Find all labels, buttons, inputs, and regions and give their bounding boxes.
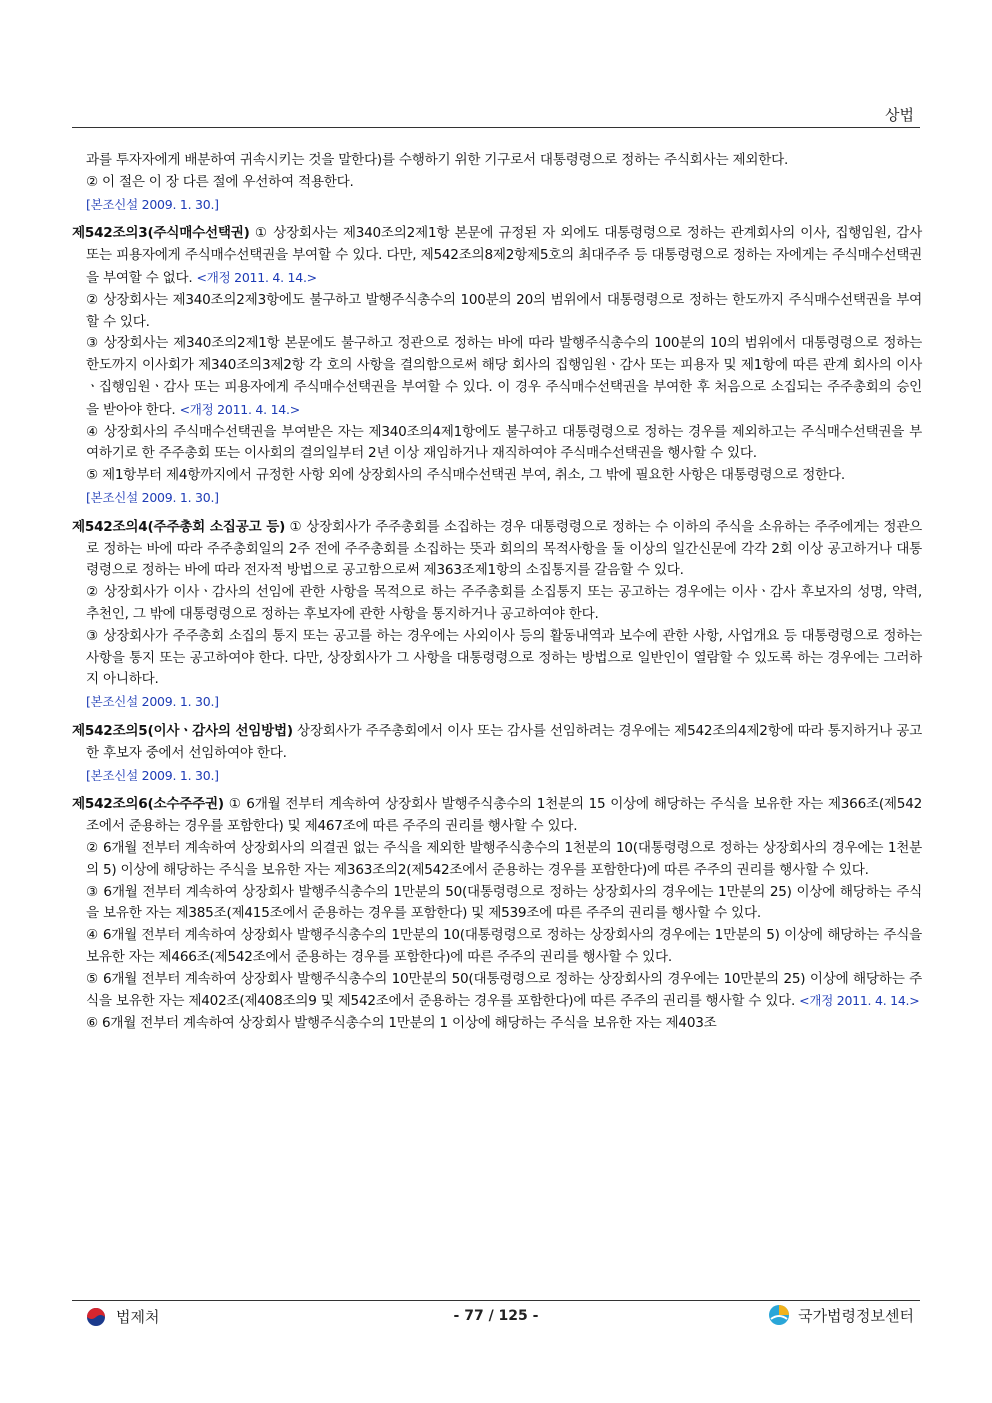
- paragraph: ④ 6개월 전부터 계속하여 상장회사 발행주식총수의 1만분의 10(대통령령으로 정하는 상장회사의 경우에는 1만분의 5) 이상에 해당하는 주식을 보유한 자는 제466조(제542조에서 준용하는 경우를 포함한다)에 따른 주주의 권리를 행사할 수 있다.: [86, 927, 922, 965]
- article-542-3-clause-1: 제542조의3(주식매수선택권) ① 상장회사는 제340조의2제1항 본문에 규정된 자 외에도 대통령령으로 정하는 관계회사의 이사, 집행임원, 감사 또는 피용자에게 주식매수선택권을 부여할 수 있다. 다만, 제542조의8제2항제5호의 최대주주 등 대통령령으로 정하는 자에게는 주식매수선택권을 부여할 수 없다. <개정 2011. 4. 14.>: [72, 225, 922, 286]
- paragraph: ③ 상장회사는 제340조의2제1항 본문에도 불구하고 정관으로 정하는 바에 따라 발행주식총수의 100분의 10의 범위에서 대통령령으로 정하는 한도까지 이사회가 제340조의3제2항 각 호의 사항을 결의함으로써 해당 회사의 집행임원ㆍ감사 또는 피용자 및 제1항에 따른 관계 회사의 이사ㆍ집행임원ㆍ감사 또는 피용자에게 주식매수선택권을 부여할 수 있다. 이 경우 주식매수선택권을 부여한 후 처음으로 소집되는 주주총회의 승인을 받아야 한다. <개정 2011. 4. 14.>: [86, 335, 922, 418]
- paragraph: ② 이 절은 이 장 다른 절에 우선하여 적용한다.: [86, 173, 354, 190]
- paragraph: ③ 6개월 전부터 계속하여 상장회사 발행주식총수의 1만분의 50(대통령령으로 정하는 상장회사의 경우에는 1만분의 25) 이상에 해당하는 주식을 보유한 자는 제385조(제415조에서 준용하는 경우를 포함한다) 및 제539조에 따른 주주의 권리를 행사할 수 있다.: [86, 883, 922, 922]
- enactment-note: [본조신설 2009. 1. 30.]: [86, 694, 219, 710]
- enactment-note: [본조신설 2009. 1. 30.]: [86, 196, 219, 212]
- page-header-title: 상법: [885, 106, 914, 124]
- enactment-note: [본조신설 2009. 1. 30.]: [86, 489, 219, 505]
- paragraph: ⑥ 6개월 전부터 계속하여 상장회사 발행주식총수의 1만분의 1 이상에 해당하는 주식을 보유한 자는 제403조: [86, 1015, 717, 1032]
- paragraph: ④ 상장회사의 주식매수선택권을 부여받은 자는 제340조의4제1항에도 불구하고 대통령령으로 정하는 경우를 제외하고는 주식매수선택권을 부여하기로 한 주주총회 또는 이사회의 결의일부터 2년 이상 재임하거나 재직하여야 주식매수선택권을 행사할 수 있다.: [86, 423, 922, 462]
- paragraph: ⑤ 제1항부터 제4항까지에서 규정한 사항 외에 상장회사의 주식매수선택권 부여, 취소, 그 밖에 필요한 사항은 대통령령으로 정한다.: [86, 467, 845, 484]
- enactment-note: [본조신설 2009. 1. 30.]: [86, 767, 219, 783]
- law-info-center-logo-icon: [768, 1304, 790, 1326]
- paragraph: ③ 상장회사가 주주총회 소집의 통지 또는 공고를 하는 경우에는 사외이사 등의 활동내역과 보수에 관한 사항, 사업개요 등 대통령령으로 정하는 사항을 통지 또는 공고하여야 한다. 다만, 상장회사가 그 사항을 대통령령으로 정하는 방법으로 일반인이 열람할 수 있도록 하는 경우에는 그러하지 아니하다.: [86, 627, 922, 688]
- paragraph: ⑤ 6개월 전부터 계속하여 상장회사 발행주식총수의 10만분의 50(대통령령으로 정하는 상장회사의 경우에는 10만분의 25) 이상에 해당하는 주식을 보유한 자는 제402조(제408조의9 및 제542조에서 준용하는 경우를 포함한다)에 따른 주주의 권리를 행사할 수 있다. <개정 2011. 4. 14.>: [86, 970, 922, 1010]
- footer-divider: [72, 1300, 920, 1301]
- article-title: 제542조의5(이사ㆍ감사의 선임방법): [72, 722, 293, 739]
- paragraph: ② 상장회사가 이사ㆍ감사의 선임에 관한 사항을 목적으로 하는 주주총회를 소집통지 또는 공고하는 경우에는 이사ㆍ감사 후보자의 성명, 약력, 추천인, 그 밖에 대통령령으로 정하는 후보자에 관한 사항을 통지하거나 공고하여야 한다.: [86, 584, 922, 622]
- paragraph: ② 상장회사는 제340조의2제3항에도 불구하고 발행주식총수의 100분의 20의 범위에서 대통령령으로 정하는 한도까지 주식매수선택권을 부여할 수 있다.: [86, 291, 922, 330]
- document-body: [72, 150, 922, 1035]
- footer-right-label: 국가법령정보센터: [798, 1306, 914, 1325]
- header-divider: [72, 127, 920, 128]
- article-542-6-clause-1: 제542조의6(소수주주권) ① 6개월 전부터 계속하여 상장회사 발행주식총수의 1천분의 15 이상에 해당하는 주식을 보유한 자는 제366조(제542조에서 준용하는 경우를 포함한다) 및 제467조에 따른 주주의 권리를 행사할 수 있다.: [72, 796, 922, 835]
- article-542-4-clause-1: 제542조의4(주주총회 소집공고 등) ① 상장회사가 주주총회를 소집하는 경우 대통령령으로 정하는 수 이하의 주식을 소유하는 주주에게는 정관으로 정하는 바에 따라 주주총회일의 2주 전에 주주총회를 소집하는 뜻과 회의의 목적사항을 둘 이상의 일간신문에 각각 2회 이상 공고하거나 대통령령으로 정하는 바에 따라 전자적 방법으로 공고함으로써 제363조제1항의 소집통지를 갈음할 수 있다.: [72, 518, 922, 579]
- footer-right: [768, 1304, 914, 1326]
- article-542-5: 제542조의5(이사ㆍ감사의 선임방법) 상장회사가 주주총회에서 이사 또는 감사를 선임하려는 경우에는 제542조의4제2항에 따라 통지하거나 공고한 후보자 중에서 선임하여야 한다.: [72, 722, 922, 761]
- article-title: 제542조의4(주주총회 소집공고 등): [72, 518, 286, 535]
- article-title: 제542조의6(소수주주권): [72, 796, 224, 813]
- footer-left-label: 법제처: [116, 1308, 160, 1326]
- paragraph: ② 6개월 전부터 계속하여 상장회사의 의결권 없는 주식을 제외한 발행주식총수의 1천분의 10(대통령령으로 정하는 상장회사의 경우에는 1천분의 5) 이상에 해당하는 주식을 보유한 자는 제363조의2(제542조에서 준용하는 경우를 포함한다)에 따른 주주의 권리를 행사할 수 있다.: [86, 839, 922, 878]
- amendment-note: <개정 2011. 4. 14.>: [799, 993, 920, 1009]
- amendment-note: <개정 2011. 4. 14.>: [179, 401, 300, 417]
- page-number: - 77 / 125 -: [453, 1308, 539, 1324]
- article-title: 제542조의3(주식매수선택권): [72, 225, 250, 242]
- paragraph: 과를 투자자에게 배분하여 귀속시키는 것을 말한다)를 수행하기 위한 기구로서 대통령령으로 정하는 주식회사는 제외한다.: [86, 152, 789, 168]
- amendment-note: <개정 2011. 4. 14.>: [196, 269, 317, 285]
